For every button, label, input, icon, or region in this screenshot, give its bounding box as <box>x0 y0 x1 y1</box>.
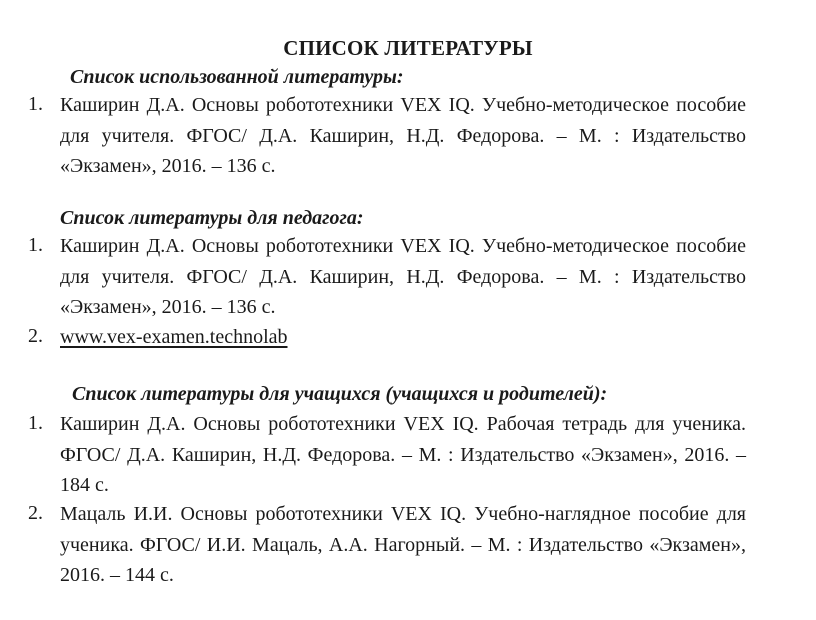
section-heading-used-literature: Список использованной литературы: <box>70 66 404 88</box>
website-link[interactable]: www.vex-examen.technolab <box>60 326 288 348</box>
list-item-number: 2. <box>28 502 43 524</box>
list-item-number: 1. <box>28 412 43 434</box>
list-item-text <box>60 322 746 353</box>
page-title: СПИСОК ЛИТЕРАТУРЫ <box>283 36 533 60</box>
list-item-text: Каширин Д.А. Основы робототехники VEX IQ. Учебно-методическое пособие для учителя. ФГОС/ Д.А. Каширин, Н.Д. Федорова. – М. : Издательство «Экзамен», 2016. – 136 с. <box>60 94 746 177</box>
list-item-text: Мацаль И.И. Основы робототехники VEX IQ. Учебно-наглядное пособие для ученика. ФГОС/ И.И. Мацаль, А.А. Нагорный. – М. : Издательство «Экзамен», 2016. – 144 с. <box>60 503 746 586</box>
list-item-number: 1. <box>28 234 43 256</box>
list-item-text: Каширин Д.А. Основы робототехники VEX IQ. Рабочая тетрадь для ученика. ФГОС/ Д.А. Каширин, Н.Д. Федорова. – М. : Издательство «Экзамен», 2016. – 184 с. <box>60 413 746 496</box>
section-heading-student-literature: Список литературы для учащихся (учащихся и родителей): <box>72 383 608 405</box>
list-item-text: Каширин Д.А. Основы робототехники VEX IQ. Учебно-методическое пособие для учителя. ФГОС/ Д.А. Каширин, Н.Д. Федорова. – М. : Издательство «Экзамен», 2016. – 136 с. <box>60 235 746 318</box>
list-item-number: 1. <box>28 93 43 115</box>
section-heading-teacher-literature: Список литературы для педагога: <box>60 207 364 229</box>
list-item-number: 2. <box>28 325 43 347</box>
